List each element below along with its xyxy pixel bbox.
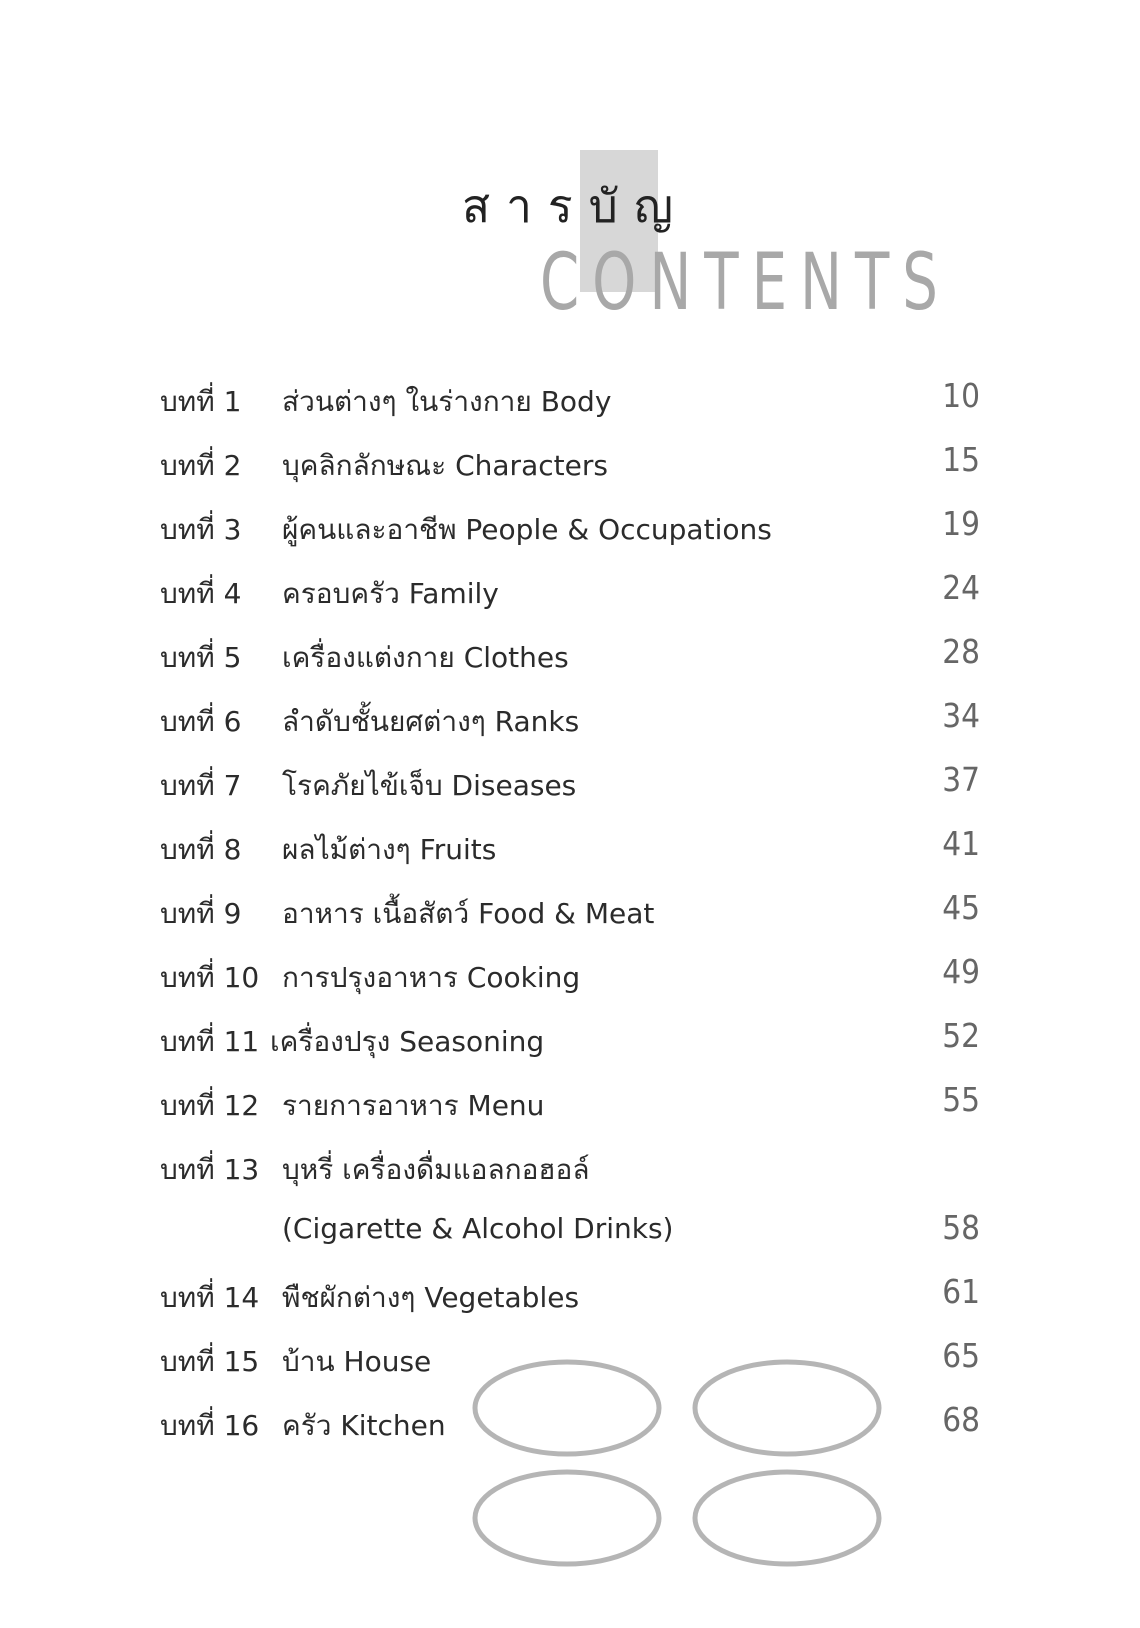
chapter-title: ส่วนต่างๆ ในร่างกาย Body [282, 385, 612, 418]
page-number: 37 [942, 760, 980, 799]
page-number: 61 [942, 1272, 980, 1311]
decorative-ovals [472, 1358, 892, 1568]
toc-row[interactable] [160, 1074, 980, 1138]
chapter-label: บทที่ 1 [160, 385, 242, 418]
toc-row[interactable] [160, 754, 980, 818]
chapter-label: บทที่ 12 [160, 1089, 260, 1122]
oval-graphic [472, 1358, 892, 1568]
chapter-title: ผู้คนและอาชีพ People & Occupations [282, 513, 772, 546]
chapter-label: บทที่ 11 [160, 1025, 260, 1058]
toc-row[interactable] [160, 370, 980, 434]
page-number: 45 [942, 888, 980, 927]
toc-row[interactable] [160, 434, 980, 498]
chapter-label: บทที่ 13 [160, 1153, 260, 1186]
title-thai: สารบัญ [462, 179, 690, 233]
toc-row[interactable] [160, 946, 980, 1010]
toc-row[interactable] [160, 882, 980, 946]
page-number: 52 [942, 1016, 980, 1055]
chapter-title: ลำดับชั้นยศต่างๆ Ranks [282, 705, 580, 738]
chapter-title: อาหาร เนื้อสัตว์ Food & Meat [282, 897, 655, 930]
oval-bottom-right [695, 1472, 879, 1564]
chapter-title: การปรุงอาหาร Cooking [282, 961, 581, 994]
toc-row[interactable] [160, 626, 980, 690]
title-block [0, 150, 1140, 330]
page-number: 24 [942, 568, 980, 607]
chapter-label: บทที่ 2 [160, 449, 242, 482]
chapter-title: โรคภัยไข้เจ็บ Diseases [282, 769, 577, 802]
chapter-title: เครื่องแต่งกาย Clothes [282, 641, 569, 674]
title-english: CONTENTS [540, 238, 951, 328]
page-number: 19 [942, 504, 980, 543]
chapter-title: บุหรี่ เครื่องดื่มแอลกอฮอล์ [282, 1153, 590, 1186]
toc-row[interactable] [160, 1010, 980, 1074]
chapter-title: พืชผักต่างๆ Vegetables [282, 1281, 580, 1314]
chapter-title: (Cigarette & Alcohol Drinks) [282, 1212, 674, 1245]
chapter-title: เครื่องปรุง Seasoning [270, 1025, 545, 1058]
chapter-label: บทที่ 8 [160, 833, 242, 866]
page-number: 55 [942, 1080, 980, 1119]
chapter-title: รายการอาหาร Menu [282, 1089, 545, 1122]
chapter-title: บ้าน House [282, 1345, 432, 1378]
toc-row[interactable] [160, 1138, 980, 1202]
toc-row[interactable] [160, 562, 980, 626]
chapter-label: บทที่ 7 [160, 769, 242, 802]
oval-top-left [475, 1362, 659, 1454]
table-of-contents [160, 370, 980, 1458]
chapter-label: บทที่ 15 [160, 1345, 260, 1378]
page-number: 58 [942, 1208, 980, 1247]
chapter-title: ครัว Kitchen [282, 1409, 446, 1442]
toc-row[interactable] [160, 498, 980, 562]
chapter-label: บทที่ 3 [160, 513, 242, 546]
chapter-title: บุคลิกลักษณะ Characters [282, 449, 608, 482]
chapter-label: บทที่ 6 [160, 705, 242, 738]
chapter-label: บทที่ 4 [160, 577, 242, 610]
toc-row[interactable] [160, 1202, 980, 1266]
toc-row[interactable] [160, 690, 980, 754]
chapter-label: บทที่ 9 [160, 897, 242, 930]
oval-top-right [695, 1362, 879, 1454]
page-number: 34 [942, 696, 980, 735]
chapter-label: บทที่ 14 [160, 1281, 260, 1314]
chapter-label: บทที่ 16 [160, 1409, 260, 1442]
page-number: 15 [942, 440, 980, 479]
toc-row[interactable] [160, 818, 980, 882]
page-number: 68 [942, 1400, 980, 1439]
chapter-title: ผลไม้ต่างๆ Fruits [282, 833, 497, 866]
page-number: 65 [942, 1336, 980, 1375]
oval-bottom-left [475, 1472, 659, 1564]
page-number: 49 [942, 952, 980, 991]
page-number: 10 [942, 376, 980, 415]
toc-row[interactable] [160, 1266, 980, 1330]
chapter-title: ครอบครัว Family [282, 577, 499, 610]
page-number: 41 [942, 824, 980, 863]
chapter-label: บทที่ 10 [160, 961, 260, 994]
chapter-label: บทที่ 5 [160, 641, 242, 674]
page-number: 28 [942, 632, 980, 671]
